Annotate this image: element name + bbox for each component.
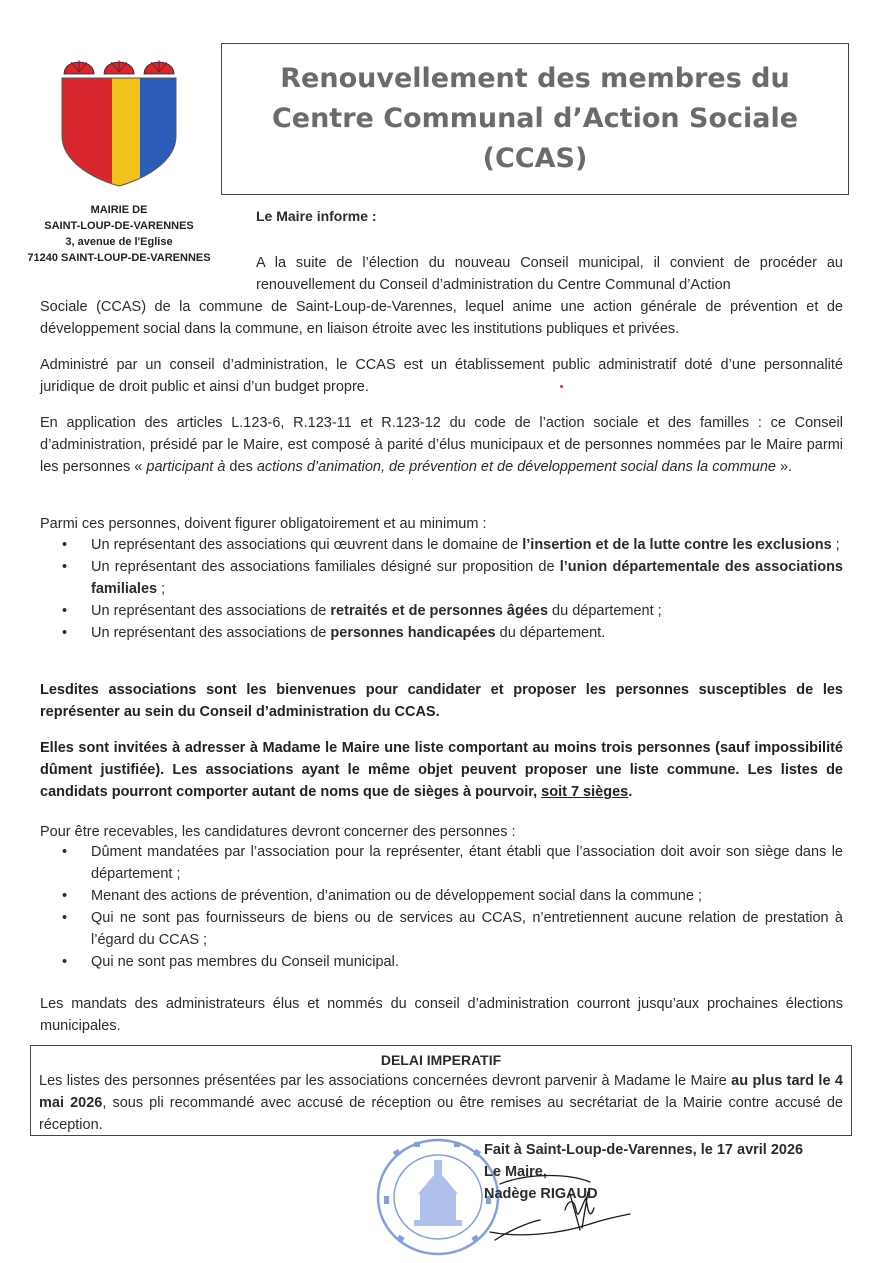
- submission-text: .: [628, 784, 633, 800]
- application-italic: participant à: [146, 459, 226, 475]
- associations-welcome-paragraph: Lesdites associations sont les bienvenues pour candidater et proposer les personnes susceptibles de les représenter au sein du Conseil d’administration du CCAS.: [40, 682, 843, 720]
- application-text: En application des articles L.123-6, R.123-11 et R.123-12 du code de l’action sociale et des familles : ce Conseil d’administration, présidé par le Maire, est composé à parité d’élus municipaux et de personnes nommées par le Maire parmi les personnes «: [40, 415, 843, 475]
- list-item: [62, 907, 843, 951]
- seats-count-underlined: soit 7 sièges: [541, 784, 629, 800]
- submission-instructions-paragraph: [40, 737, 843, 803]
- mairie-address-block: [14, 202, 224, 266]
- list-item: [62, 622, 843, 644]
- mairie-line: MAIRIE DE: [90, 204, 148, 216]
- mairie-line: 3, avenue de l'Eglise: [65, 236, 173, 248]
- list-item: [62, 600, 843, 622]
- list-item-text: Un représentant des associations familiales désigné sur proposition de: [91, 559, 560, 575]
- bullet-icon: •: [62, 625, 68, 641]
- bullet-icon: •: [62, 603, 68, 619]
- application-text: des: [225, 459, 257, 475]
- deadline-box: [30, 1045, 852, 1136]
- submission-text: Elles sont invitées à adresser à Madame le Maire une liste comportant au moins trois personnes (sauf impossibilité dûment justifiée). Les associations ayant le même objet peuvent proposer une liste commune. Les listes de candidats pourront comporter autant de noms que de sièges à pourvoir,: [40, 740, 843, 800]
- signer-name: Nadège RIGAUD: [484, 1186, 598, 1202]
- bullet-icon: •: [62, 537, 68, 553]
- list-item-bold: personnes handicapées: [330, 625, 496, 641]
- list-item-text: Menant des actions de prévention, d’animation ou de développement social dans la commune ;: [91, 888, 702, 904]
- list-item: [62, 885, 843, 907]
- conditions-list: [62, 841, 843, 973]
- list-item-text: Qui ne sont pas fournisseurs de biens ou de services au CCAS, n’entretiennent aucune relation de prestation à l’égard du CCAS ;: [91, 910, 843, 948]
- deadline-text: [39, 1070, 843, 1136]
- application-italic: actions d’animation, de prévention et de développement social dans la commune: [256, 459, 776, 475]
- list-item-text: Un représentant des associations qui œuvrent dans le domaine de: [91, 537, 523, 553]
- page-title: Renouvellement des membres du Centre Communal d’Action Sociale (CCAS): [271, 63, 799, 174]
- list-item-text: du département.: [495, 625, 606, 641]
- stray-mark: [560, 385, 563, 388]
- bullet-icon: •: [62, 910, 68, 926]
- list-item: [62, 841, 843, 885]
- application-paragraph: [40, 412, 843, 478]
- deadline-text-part: , sous pli recommandé avec accusé de réception ou être remises au secrétariat de la Mairie contre accusé de réception.: [39, 1095, 843, 1133]
- list-item: [62, 951, 843, 973]
- list-item: [62, 534, 843, 556]
- title-box: [221, 43, 849, 195]
- list-item-bold: retraités et de personnes âgées: [330, 603, 549, 619]
- bullet-icon: •: [62, 844, 68, 860]
- mairie-line: 71240 SAINT-LOUP-DE-VARENNES: [27, 252, 211, 264]
- deadline-date: au plus tard le 4 mai 2026: [39, 1073, 843, 1111]
- handwritten-signature-icon: [470, 1170, 640, 1250]
- bullet-icon: •: [62, 954, 68, 970]
- intro-paragraph-continued: Sociale (CCAS) de la commune de Saint-Loup-de-Varennes, lequel anime une action générale de prévention et de développement social dans la commune, en liaison étroite avec les institutions publiques et privées.: [40, 299, 843, 337]
- list-item-bold: l’insertion et de la lutte contre les exclusions: [522, 537, 832, 553]
- deadline-text-part: Les listes des personnes présentées par les associations concernées devront parvenir à Madame le Maire: [39, 1073, 732, 1089]
- mairie-line: SAINT-LOUP-DE-VARENNES: [44, 220, 194, 232]
- informe-heading: Le Maire informe :: [256, 208, 377, 224]
- list-item-text: Un représentant des associations de: [91, 625, 331, 641]
- bullet-icon: •: [62, 888, 68, 904]
- list-item-text: ;: [157, 581, 166, 597]
- list-item-text: Dûment mandatées par l’association pour la représenter, étant établi que l’association doit avoir son siège dans le département ;: [91, 844, 843, 882]
- eligibility-paragraph: Pour être recevables, les candidatures devront concerner des personnes :: [40, 824, 516, 840]
- mandates-paragraph: Les mandats des administrateurs élus et nommés du conseil d’administration courront jusqu’aux prochaines élections municipales.: [40, 996, 843, 1034]
- place-and-date: Fait à Saint-Loup-de-Varennes, le 17 avril 2026: [484, 1142, 804, 1158]
- intro-paragraph-first-lines: A la suite de l’élection du nouveau Conseil municipal, il convient de procéder au renouvellement du Conseil d’administration du Centre Communal d’Action: [256, 255, 843, 293]
- list-item-text: ;: [831, 537, 840, 553]
- signer-role: Le Maire,: [484, 1164, 547, 1180]
- list-item-text: du département ;: [548, 603, 662, 619]
- deadline-title: DELAI IMPERATIF: [380, 1052, 502, 1068]
- list-item-text: Un représentant des associations de: [91, 603, 331, 619]
- list-item-text: Qui ne sont pas membres du Conseil municipal.: [91, 954, 399, 970]
- coat-of-arms-crest: [58, 48, 180, 188]
- admin-paragraph: Administré par un conseil d’administration, le CCAS est un établissement public administratif doté d’une personnalité juridique de droit public et ainsi d’un budget propre.: [40, 357, 843, 395]
- list-item-bold: l’union départementale des associations familiales: [91, 559, 844, 597]
- list-item: [62, 556, 843, 600]
- members-list: [62, 534, 843, 644]
- bullet-icon: •: [62, 559, 68, 575]
- application-text: ».: [775, 459, 793, 475]
- parmi-paragraph: Parmi ces personnes, doivent figurer obligatoirement et au minimum :: [40, 516, 487, 532]
